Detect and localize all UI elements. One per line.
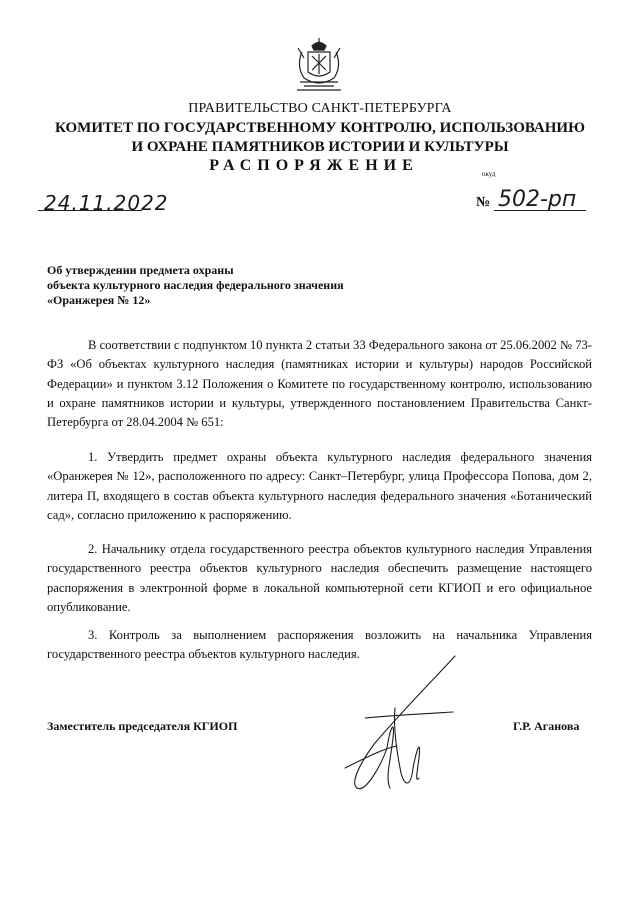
document-type: РАСПОРЯЖЕНИЕ [209,157,419,174]
document-number: 502-рп [498,187,577,212]
paragraph-text: 2. Начальнику отдела государственного реестра объектов культурного наследия Управления государственного реестра объектов культурного наследия обеспечить размещение настоящего распоряжения в электронной форме в локальной компьютерной сети КГИОП и его официальное опубликование. [47,542,592,614]
okud-label: окуд [482,170,496,178]
number-sign: № [476,195,491,210]
item-1-paragraph [47,448,592,525]
signatory-name: Г.Р. Аганова [513,719,580,733]
committee-name [0,119,640,157]
paragraph-text: 1. Утвердить предмет охраны объекта культурного наследия федерального значения «Оранжерея № 12», расположенного по адресу: Санкт–Петербург, улица Профессора Попова, дом 2, литера П, входящего в состав объекта культурного наследия федерального значения «Ботанический сад», согласно приложению к распоряжению. [47,450,592,522]
coat-of-arms-icon [294,38,344,94]
signatory-position: Заместитель председателя КГИОП [47,719,238,733]
document-subject [47,263,344,308]
committee-line-2: И ОХРАНЕ ПАМЯТНИКОВ ИСТОРИИ И КУЛЬТУРЫ [131,139,509,155]
committee-line-1: КОМИТЕТ ПО ГОСУДАРСТВЕННОМУ КОНТРОЛЮ, ИСПОЛЬЗОВАНИЮ [55,120,585,136]
number-underline [494,210,586,211]
paragraph-text: В соответствии с подпунктом 10 пункта 2 статьи 33 Федерального закона от 25.06.2002 № 73-ФЗ «Об объектах культурного наследия (памятниках истории и культуры) народов Российской Федерации» и пунктом 3.12 Положения о Комитете по государственному контролю, использованию и охране памятников истории и культуры, утвержденного постановлением Правительства Санкт-Петербурга от 28.04.2004 № 651: [47,338,592,430]
preamble-paragraph [47,336,592,432]
item-3-paragraph [47,626,592,665]
government-name: ПРАВИТЕЛЬСТВО САНКТ-ПЕТЕРБУРГА [188,101,452,116]
handwritten-signature [335,648,475,798]
subject-line-1: Об утверждении предмета охраны [47,263,234,277]
paragraph-text: 3. Контроль за выполнением распоряжения возложить на начальника Управления государственного реестра объектов культурного наследия. [47,628,592,662]
subject-line-3: «Оранжерея № 12» [47,293,151,307]
date-underline [38,210,142,211]
item-2-paragraph [47,540,592,617]
subject-line-2: объекта культурного наследия федерального значения [47,278,344,292]
document-date: 24.11.2022 [44,191,169,215]
